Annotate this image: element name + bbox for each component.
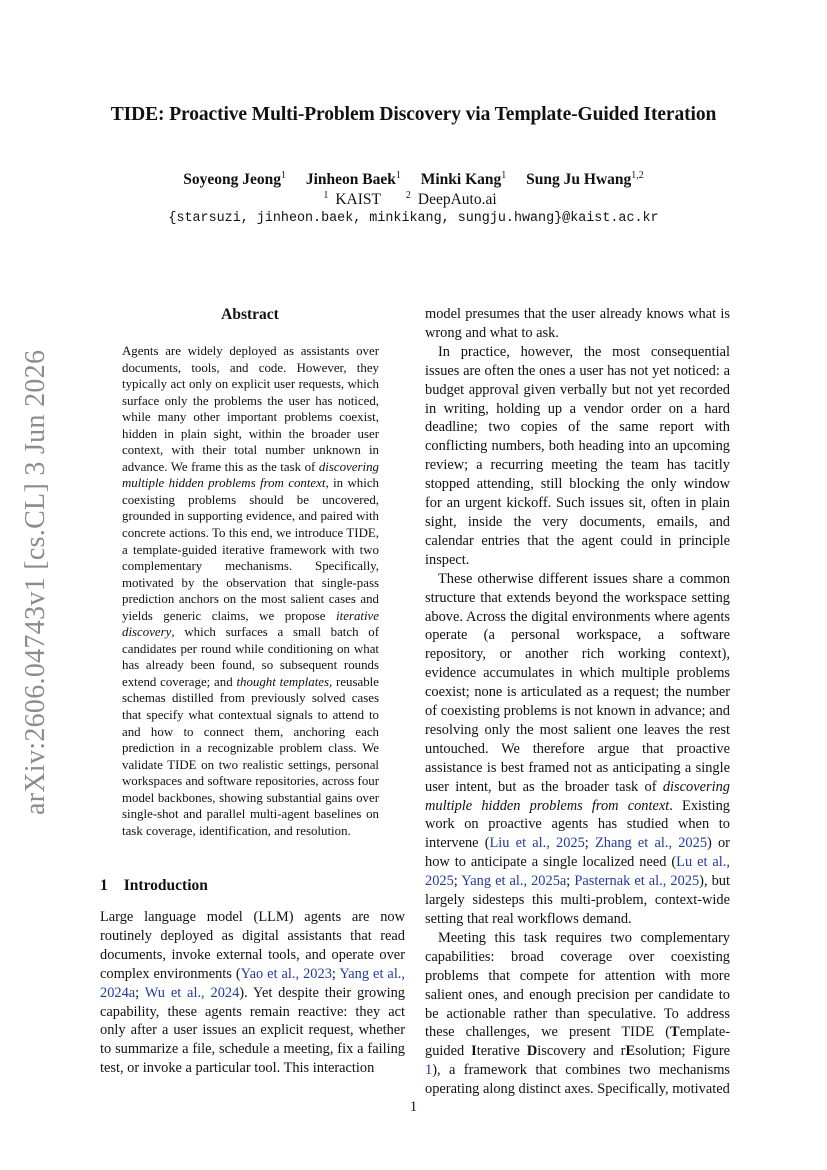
citation-link[interactable]: Liu et al., 2025 xyxy=(489,835,585,852)
text-run: terative xyxy=(476,1043,527,1060)
text-run: Large language model (LLM) agents are now routinely deployed as digital assistants that read documents, invoke external tools, and operate over complex environments ( xyxy=(100,909,405,982)
text-run: ; xyxy=(135,984,145,1001)
text-run: ; xyxy=(331,965,340,982)
citation-link[interactable]: Zhang et al., 2025 xyxy=(594,835,708,852)
citation-link[interactable]: 1 xyxy=(425,1062,433,1079)
text-run: . Existing work on proactive agents has studied when to intervene ( xyxy=(425,797,731,852)
text-run: ; xyxy=(453,873,462,890)
emphasis-text: iterative discovery xyxy=(122,608,379,640)
text-run: ), but largely sidesteps this multi-problem, context-wide setting that real workflows demand. xyxy=(425,873,730,927)
text-run: iscovery and r xyxy=(537,1043,626,1060)
text-run: , which surfaces a small batch of candidates per round while conditioning on what has already been found, so subsequent rounds extend coverage; and xyxy=(122,625,379,689)
bold-letter: E xyxy=(625,1043,636,1060)
section-heading xyxy=(100,877,208,895)
paper-title: TIDE: Proactive Multi-Problem Discovery via Template-Guided Iteration xyxy=(110,104,717,125)
text-run: ) or how to anticipate a single localized need ( xyxy=(425,835,730,871)
text-run: Agents are widely deployed as assistants over documents, tools, and code. However, they typically act only on explicit user requests, which surface only the problems the user has noticed, while many other important problems coexist, hidden in plain sight, within the broader user context, with their total number unknown in advance. We frame this as the task of xyxy=(122,344,379,474)
emphasis-text: thought templates xyxy=(236,674,330,689)
author-3: Minki Kang$^1$ xyxy=(420,170,507,189)
right-column-text xyxy=(425,305,730,1099)
text-run: ). Yet despite their growing capability, these agents remain reactive: they act only after a user issues an explicit request, whether to summarize a file, schedule a meeting, fix a failing test, or invoke a particular tool. This interaction xyxy=(100,984,405,1077)
paragraph xyxy=(425,570,730,929)
text-run: ), a framework that combines two mechanisms operating along distinct axes. Specifically, motivated xyxy=(425,1062,730,1098)
text-run: emplate-guided xyxy=(425,1024,730,1060)
author-2: Jinheon Baek$^1$ xyxy=(305,170,401,189)
text-run: , reusable schemas distilled from previously solved cases that specify what contextual signals to attend to and how to connect them, anchoring each prediction in a recognizable problem class. We validate TIDE on two realistic settings, personal workspaces and software repositories, across four model backbones, showing substantial gains over single-shot and parallel multi-agent baselines on task coverage, identification, and resolution. xyxy=(122,674,379,838)
citation-link[interactable]: Yang et al., 2025a xyxy=(461,873,567,890)
paragraph xyxy=(425,343,730,570)
emphasis-text: discovering multiple hidden problems from context xyxy=(425,778,730,814)
section-number: 1 xyxy=(100,877,108,894)
arxiv-stamp: arXiv:2606.04743v1 [cs.CL] 3 Jun 2026 xyxy=(20,349,51,815)
text-run: ; xyxy=(584,835,595,852)
citation-link[interactable]: Yang et al., 2024a xyxy=(100,965,406,1001)
bold-letter: D xyxy=(526,1043,538,1060)
left-column-text xyxy=(100,908,405,1078)
bold-letter: T xyxy=(670,1024,680,1041)
author-list xyxy=(0,170,827,189)
text-run: These otherwise different issues share a common structure that extends beyond the workspace setting above. Across the digital environments where agents operate (a personal workspace, a software repository, or another rich working context), evidence accumulates in which multiple problems coexist; none is articulated as a request; the number of coexisting problems is not known in advance; and resolving only the most salient one leaves the rest untouched. We therefore argue that proactive assistance is best framed not as anticipating a single user intent, but as the broader task of xyxy=(425,570,730,795)
affiliations xyxy=(0,190,827,209)
text-run: In practice, however, the most consequential issues are often the ones a user has not yet noticed: a budget approval given verbally but not yet recorded in writing, holding up a vendor order on a hard deadline; two copies of the same report with conflicting numbers, both heading into an upcoming review; a recurring meeting the team has tacitly stopped attending, still blocking the only window for an urgent kickoff. Such issues sit, often in plain sight, inside the very documents, emails, and calendar entries that the agent could in principle inspect. xyxy=(425,343,730,568)
abstract-heading: Abstract xyxy=(221,306,279,323)
citation-link[interactable]: Wu et al., 2024 xyxy=(144,984,240,1001)
text-run: model presumes that the user already knows what is wrong and what to ask. xyxy=(425,306,730,341)
text-run: solution; Figure xyxy=(635,1043,730,1060)
author-1: Soyeong Jeong$^1$ xyxy=(183,170,286,189)
citation-link[interactable]: Pasternak et al., 2025 xyxy=(574,873,700,890)
text-run: Meeting this task requires two complementary capabilities: broad coverage over coexisting problems that compete for attention with more salient ones, and enough precision per candidate to be actionable rather than speculative. To address these challenges, we present TIDE ( xyxy=(425,929,730,1041)
abstract-body xyxy=(122,343,379,839)
affiliation-1: $^1$ KAIST xyxy=(323,190,381,209)
citation-link[interactable]: Lu et al., 2025 xyxy=(425,854,730,890)
page-number: 1 xyxy=(409,1099,418,1115)
text-run: , in which coexisting problems should be uncovered, grounded in supporting evidence, and paired with concrete actions. To this end, we introduce TIDE, a template-guided iterative framework with two complementary mechanisms. Specifically, motivated by the observation that single-pass prediction anchors on the most salient cases and yields generic claims, we propose xyxy=(122,476,379,623)
section-title: Introduction xyxy=(123,877,208,894)
paragraph xyxy=(425,305,730,343)
author-emails: {starsuzi, jinheon.baek, minkikang, sungju.hwang}@kaist.ac.kr xyxy=(168,211,659,226)
author-4: Sung Ju Hwang$^{1,2}$ xyxy=(526,170,644,189)
citation-link[interactable]: Yao et al., 2023 xyxy=(240,965,332,982)
text-run: ; xyxy=(566,873,575,890)
paragraph xyxy=(425,929,730,1099)
bold-letter: I xyxy=(471,1043,477,1060)
emphasis-text: discovering multiple hidden problems from context xyxy=(122,459,379,491)
affiliation-2: $^2$ DeepAuto.ai xyxy=(405,190,497,209)
paragraph xyxy=(100,908,405,1078)
